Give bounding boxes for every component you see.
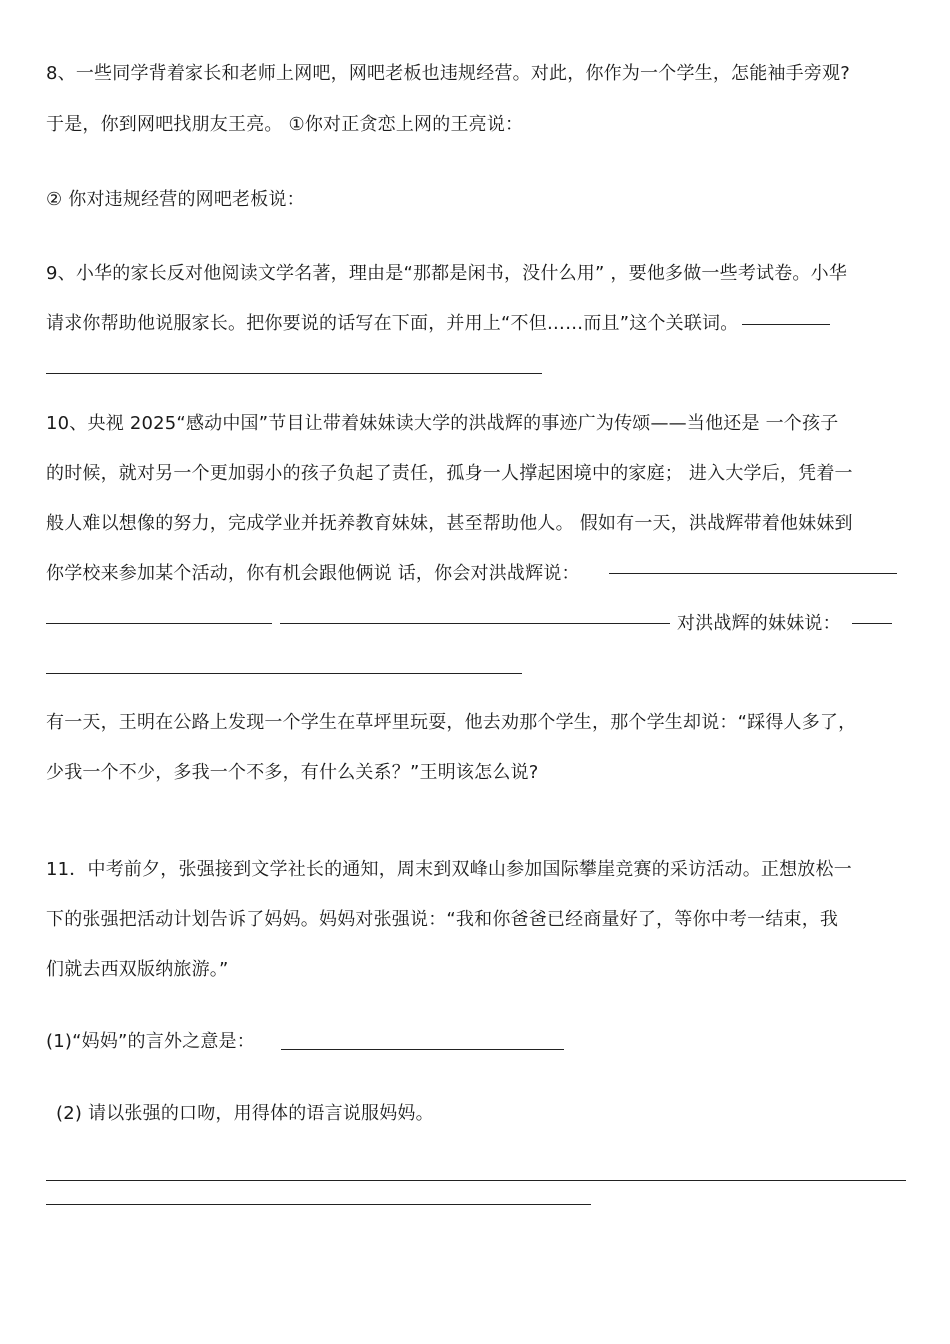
- q10-answer-blank-4[interactable]: [852, 623, 892, 624]
- q11-line-2: 下的张强把活动计划告诉了妈妈。妈妈对张强说：“我和你爸爸已经商量好了，等你中考一结束，我: [46, 909, 839, 930]
- q11-sub-2-answer-blank-1[interactable]: [46, 1180, 906, 1181]
- extra-line-1: 有一天，王明在公路上发现一个学生在草坪里玩耍，他去劝那个学生，那个学生却说：“踩得人多了，: [46, 712, 857, 733]
- q10-line-4-text: 你学校来参加某个活动，你有机会跟他俩说 话，你会对洪战辉说：: [46, 563, 580, 584]
- q8-line-3: ② 你对违规经营的网吧老板说：: [46, 189, 305, 210]
- q11-sub-1-text: (1)“妈妈”的言外之意是：: [46, 1031, 255, 1052]
- q10-line-5-tail: 对洪战辉的妹妹说：: [677, 613, 841, 634]
- q10-line-2: 的时候，就对另一个更加弱小的孩子负起了责任，孤身一人撑起困境中的家庭； 进入大学后，凭着一: [46, 463, 853, 484]
- q10-line-1: 10、央视 2025“感动中国”节目让带着妹妹读大学的洪战辉的事迹广为传颂——当他还是 一个孩子: [46, 413, 839, 434]
- q11-sub-1-answer-blank[interactable]: [281, 1049, 564, 1050]
- extra-line-2: 少我一个不少，多我一个不多，有什么关系？”王明该怎么说?: [46, 762, 539, 783]
- q10-answer-blank-2[interactable]: [46, 623, 272, 624]
- q11-sub-2: (2) 请以张强的口吻，用得体的语言说服妈妈。: [56, 1103, 434, 1124]
- q11-line-1: 11．中考前夕，张强接到文学社长的通知，周末到双峰山参加国际攀崖竞赛的采访活动。正想放松一: [46, 859, 852, 880]
- q10-answer-blank-3[interactable]: [280, 623, 670, 624]
- q11-sub-2-answer-blank-2[interactable]: [46, 1204, 591, 1205]
- q9-line-1: 9、小华的家长反对他阅读文学名著，理由是“那都是闲书，没什么用” ，要他多做一些考试卷。小华: [46, 263, 848, 284]
- q11-sub-1: [46, 1030, 255, 1054]
- q8-line-1: 8、一些同学背着家长和老师上网吧，网吧老板也违规经营。对此，你作为一个学生，怎能袖手旁观?: [46, 63, 851, 84]
- q11-line-3: 们就去西双版纳旅游。”: [46, 959, 229, 980]
- q9-line-2: [46, 312, 834, 336]
- q9-answer-blank-1[interactable]: [742, 324, 830, 325]
- q10-line-4: [46, 562, 580, 586]
- q10-answer-blank-1[interactable]: [609, 573, 897, 574]
- q10-line-3: 般人难以想像的努力，完成学业并抚养教育妹妹，甚至帮助他人。 假如有一天，洪战辉带着他妹妹到: [46, 513, 853, 534]
- q9-answer-blank-2[interactable]: [46, 373, 542, 374]
- q8-line-2: 于是，你到网吧找朋友王亮。 ①你对正贪恋上网的王亮说：: [46, 114, 524, 135]
- q10-answer-blank-5[interactable]: [46, 673, 522, 674]
- q9-line-2-text: 请求你帮助他说服家长。把你要说的话写在下面，并用上“不但……而且”这个关联词。: [46, 313, 739, 334]
